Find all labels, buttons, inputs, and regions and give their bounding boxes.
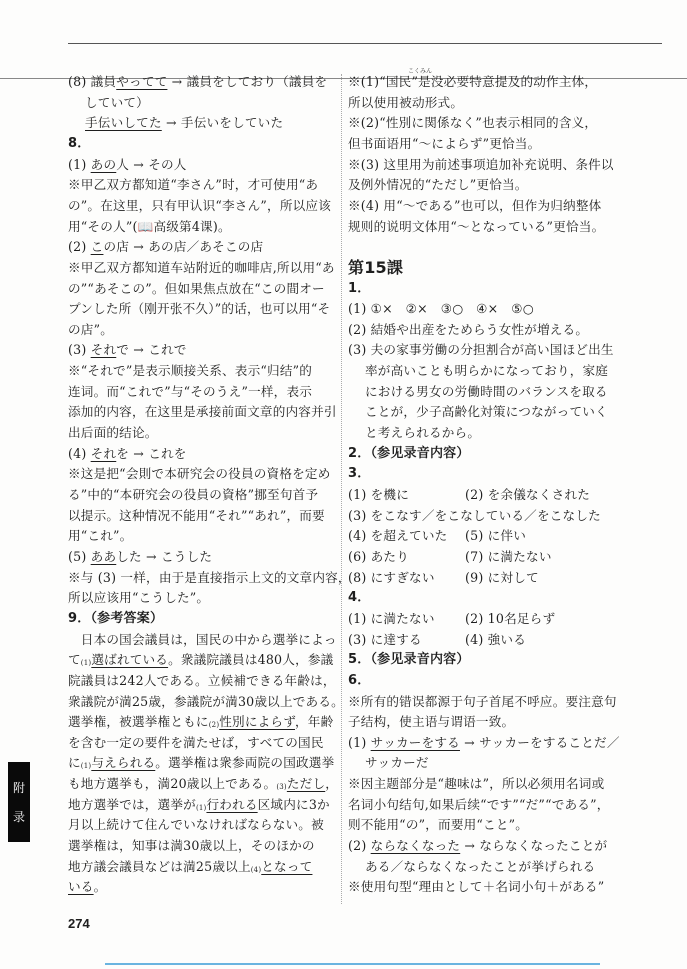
exercise-heading [348, 279, 370, 299]
section-title [348, 258, 403, 278]
text-segment: (5) に伴い [465, 528, 527, 544]
text-segment: ※(4) 用“～である”也可以，但作为归纳整体 [348, 197, 602, 213]
text-segment: ※这是把“会則で本研究会の役員の資格を定め [68, 466, 331, 482]
exercise-heading [348, 588, 370, 608]
text-segment: 人 → その人 [116, 156, 187, 172]
text-line [348, 526, 527, 546]
text-line [348, 196, 601, 216]
text-segment: (8) 議員 [68, 74, 117, 89]
text-line [68, 382, 312, 402]
text-segment: における男女の労働時間のバランスを取る [365, 383, 608, 399]
text-segment: 3． [348, 466, 371, 482]
text-segment: 及例外情况的“ただし”更恰当。 [348, 177, 528, 193]
text-line [68, 423, 158, 443]
exercise-heading [68, 609, 163, 629]
text-line [348, 217, 604, 237]
text-segment: (2) [348, 838, 371, 854]
text-segment: 子结构，使主语与谓语一致。 [348, 714, 515, 730]
text-line [68, 464, 331, 484]
text-segment: ※(3) 这里用为前述事项追加补充说明、条件以 [348, 156, 614, 172]
text-segment: (1) ①× ②× ③○ ④× ⑤○ [348, 301, 534, 317]
text-segment: 8． [68, 135, 91, 151]
text-line [348, 299, 534, 319]
answer-cell [348, 570, 435, 585]
text-segment: 名词小句结句,如果后续“です”“だ”“である”， [348, 796, 610, 812]
text-segment: → ならなくなったことが [460, 838, 608, 854]
text-segment: 選挙権，被選挙権ともに [68, 714, 209, 730]
text-line [365, 402, 608, 422]
text-line [68, 815, 324, 835]
text-line [348, 506, 601, 526]
text-line [348, 692, 617, 712]
footnote-marker: (2) [208, 721, 220, 730]
text-line [348, 712, 514, 732]
answer-cell [465, 630, 526, 650]
footnote-marker: (1) [80, 659, 92, 668]
text-segment: (1) を機に [348, 487, 410, 502]
text-line [348, 175, 528, 195]
text-line [365, 361, 608, 381]
text-segment: 4． [348, 590, 371, 606]
answer-cell [348, 487, 409, 502]
text-line [68, 237, 263, 257]
text-segment: に [68, 755, 81, 771]
text-segment: → サッカーをすることだ／ [459, 734, 620, 750]
text-line [85, 113, 283, 133]
underlined-text: それ [90, 445, 117, 461]
answer-cell [465, 568, 539, 588]
text-segment: (9) に対して [465, 569, 539, 585]
underlined-text: 性別によらず [219, 714, 296, 730]
text-segment: ※与 (3) 一样，由于是直接指示上文的文章内容， [68, 569, 351, 585]
column-divider [341, 74, 342, 904]
underlined-text: あの [90, 156, 117, 172]
text-segment: る”中的“本研究会の役員の資格”挪至句首予 [68, 487, 319, 502]
text-line [68, 588, 209, 608]
answer-cell [348, 632, 422, 647]
text-line [348, 568, 539, 588]
text-segment: (5) [68, 548, 91, 564]
text-segment: (1) [348, 734, 371, 750]
text-segment: 。衆議院議員は480人，参議 [168, 652, 334, 668]
text-segment: ，年齢 [295, 714, 334, 730]
text-segment: も地方選挙も，満20歳以上である。 [68, 776, 277, 792]
text-segment: (4) 強いる [465, 631, 527, 647]
text-line [68, 753, 334, 776]
text-line [348, 93, 463, 113]
underlined-text: それ [90, 342, 117, 358]
text-segment: の店 → あの店／あそこの店 [103, 239, 264, 255]
text-line [348, 733, 620, 753]
text-segment: の店”。 [68, 321, 114, 337]
text-line [365, 382, 608, 402]
text-line [68, 877, 106, 897]
text-line [68, 671, 336, 691]
text-segment: サッカーだ [365, 755, 429, 771]
text-segment: 用“これ”。 [68, 528, 133, 544]
text-segment: 率が高いことも明らかになっており，家庭 [365, 363, 609, 379]
text-segment: ことが，少子高齢化対策につながっていく [365, 404, 608, 420]
exercise-heading [348, 671, 370, 691]
text-segment: 但书面语用“～によらず”更恰当。 [348, 135, 541, 151]
side-tab-char: 录 [12, 810, 25, 824]
text-line [68, 568, 351, 588]
text-line [68, 279, 325, 299]
text-segment: 月以上続けて住んでいなければならない。被 [68, 817, 324, 833]
text-segment: プンした所（刚开张不久）”的话，也可以用“そ [68, 301, 331, 317]
text-line [68, 340, 187, 360]
text-segment: (8) にすぎない [348, 569, 435, 585]
underlined-text: いる [68, 879, 94, 895]
text-line [348, 630, 527, 650]
text-line [68, 258, 335, 278]
answer-cell [465, 526, 526, 546]
text-line [68, 299, 330, 319]
text-line [68, 547, 212, 567]
text-line [68, 712, 333, 735]
text-segment: 所以使用被动形式。 [348, 94, 464, 110]
text-segment: 连词。而“これで”与“そのうえ”一样，表示 [68, 383, 313, 399]
text-segment: 区域内に3か [257, 796, 330, 812]
appendix-side-tab [8, 762, 30, 842]
text-line [348, 340, 614, 360]
text-segment: (2) 結婚や出産をためらう女性が増える。 [348, 321, 589, 337]
text-line [68, 836, 315, 856]
text-segment: 地方選挙では，選挙が [68, 796, 196, 812]
underlined-text: サッカーをする [370, 734, 460, 750]
footnote-marker: (4) [250, 865, 262, 874]
text-line [348, 877, 604, 897]
text-segment: (2) を余儀なくされた [465, 487, 590, 502]
text-line [68, 485, 318, 505]
text-line [365, 857, 595, 877]
answer-cell [348, 528, 447, 543]
footnote-marker: (1) [80, 762, 92, 771]
text-segment: (4) を超えていた [348, 528, 448, 544]
text-segment: ※甲乙双方都知道车站附近的咖啡店,所以用“あ [68, 259, 335, 275]
text-segment: 则不能用“の”，而要用“こと”。 [348, 817, 529, 833]
text-line [68, 217, 231, 237]
exercise-heading [68, 134, 90, 154]
text-line [68, 733, 324, 753]
text-line [365, 753, 429, 773]
text-line [68, 692, 344, 712]
answer-cell [348, 611, 435, 626]
text-line [68, 72, 327, 92]
footnote-marker: (3) [276, 783, 287, 792]
text-segment: 所以应该用“こうした”。 [68, 590, 210, 606]
text-segment: (1) [68, 156, 91, 172]
underlined-text: ならなくなった [370, 838, 461, 854]
text-segment: 用“その人”(📖高级第4课)。 [68, 218, 231, 234]
text-line [68, 857, 312, 880]
underlined-text: 手伝いしてた [85, 115, 162, 131]
underlined-text: やってて [116, 74, 168, 89]
text-segment: 。選挙権は衆参両院の国政選挙 [155, 755, 335, 771]
text-segment: 以提示。这种情况不能用“それ”“あれ”，而要 [68, 507, 325, 523]
text-segment: 第15課 [348, 257, 404, 277]
text-line [348, 72, 597, 92]
text-segment: の”。在这里，只有甲认识“李さん”，所以应该 [68, 197, 331, 213]
ruby-annotation: こくみん [408, 68, 433, 75]
bottom-bar [105, 963, 600, 965]
text-segment: 日本の国会議員は，国民の中から選挙によっ [68, 631, 337, 647]
header-rule [68, 43, 662, 44]
text-segment: 9．（参考答案） [68, 610, 164, 626]
underlined-text: 行われる [206, 796, 258, 812]
text-segment: 添加的内容，在这里是承接前面文章的内容并引 [68, 404, 337, 420]
text-segment: 5．（参见录音内容） [348, 652, 470, 668]
text-segment: 2．（参见录音内容） [348, 445, 470, 461]
text-line [348, 155, 614, 175]
text-segment: を含む一定の要件を満たせば，すべての国民 [68, 734, 324, 750]
text-line [348, 609, 556, 629]
text-line [68, 361, 312, 381]
answer-cell [465, 485, 590, 505]
text-line [68, 320, 113, 340]
exercise-heading [348, 464, 370, 484]
text-segment: を → これを [116, 445, 187, 461]
text-segment: ※(2)“性別に関係なく”也表示相同的含义， [348, 115, 598, 131]
text-segment: 地方議会議員などは満25歳以上 [68, 858, 251, 874]
answer-cell [465, 609, 555, 629]
text-segment: ※所有的错误都源于句子首尾不呼应。要注意句 [348, 693, 617, 709]
text-segment: (1) に満たない [348, 610, 435, 626]
text-line [348, 134, 540, 154]
side-tab-char: 附 [12, 781, 25, 795]
text-line [348, 485, 590, 505]
text-line [348, 547, 552, 567]
text-segment: 6． [348, 672, 371, 688]
page-number: 274 [68, 916, 90, 931]
text-line [348, 836, 607, 856]
underlined-text: 選ばれている [91, 652, 169, 668]
text-segment: (4) [68, 445, 91, 461]
text-line [348, 774, 604, 794]
underlined-text: こ [90, 239, 104, 255]
text-line [348, 113, 597, 133]
text-segment: の”“あそこの”。但如果焦点放在“この間オー [68, 280, 325, 296]
underlined-text: ああ [90, 548, 117, 564]
text-segment: (3) 夫の家事労働の分担割合が高い国ほど出生 [348, 342, 614, 358]
text-line [68, 795, 330, 818]
text-line [68, 444, 187, 464]
text-line [68, 402, 337, 422]
text-segment: 院議員は242人である。立候補できる年齢は， [68, 672, 336, 688]
text-line [68, 196, 331, 216]
text-segment: と考えられるから。 [365, 425, 481, 441]
footnote-marker: (1) [195, 803, 207, 812]
text-line [68, 506, 325, 526]
text-line [365, 423, 480, 443]
text-segment: ※甲乙双方都知道“李さん”时，才可使用“あ [68, 177, 319, 193]
text-segment: ※因主题部分是“趣味は”，所以必须用名词或 [348, 776, 605, 792]
text-line [68, 155, 187, 175]
text-segment: (3) に達する [348, 631, 422, 647]
text-segment: (2) [68, 239, 91, 255]
text-segment: (3) [68, 342, 91, 358]
text-line [68, 774, 338, 797]
underlined-text: 与えられる [91, 755, 156, 771]
exercise-heading [348, 650, 470, 670]
text-line [68, 526, 132, 546]
text-line [348, 795, 610, 815]
text-line [85, 93, 149, 113]
text-segment: ある／ならなくなったことが挙げられる [365, 858, 596, 874]
text-segment: 衆議院が満25歳，参議院が満30歳以上である。 [68, 693, 344, 709]
text-segment: 出后面的结论。 [68, 425, 158, 441]
text-segment: (3) をこなす／をこなしている／をこなした [348, 507, 601, 523]
text-segment: ， [325, 776, 339, 792]
text-segment: 。 [93, 879, 107, 895]
text-segment: ※(1)“国民”是没必要特意提及的动作主体， [348, 74, 598, 89]
text-segment: (6) あたり [348, 548, 410, 564]
text-segment: ※“それで”是表示顺接关系、表示“归结”的 [68, 363, 313, 379]
text-segment: て [68, 652, 81, 668]
text-segment: (7) に満たない [465, 548, 552, 564]
text-segment: ※使用句型“理由として＋名词小句＋がある” [348, 879, 605, 895]
text-segment: → 議員をしており（議員を [167, 74, 328, 89]
exercise-heading [348, 444, 470, 464]
text-segment: 選挙権は，知事は満30歳以上，そのほかの [68, 838, 315, 854]
text-segment: 1． [348, 280, 371, 296]
text-line [348, 815, 528, 835]
text-segment: 规则的说明文体用“～となっている”更恰当。 [348, 218, 605, 234]
text-segment: → 手伝いをしていた [161, 115, 284, 131]
answer-cell [465, 547, 552, 567]
text-segment: していて） [85, 94, 149, 110]
answer-cell [348, 549, 409, 564]
text-line [348, 320, 588, 340]
text-line [68, 630, 337, 650]
text-line [68, 175, 318, 195]
text-segment: した → こうした [116, 548, 213, 564]
underlined-text: ただし [286, 776, 326, 792]
underlined-text: となって [261, 858, 313, 874]
text-segment: (2) 10名足らず [465, 610, 556, 626]
text-line [68, 650, 333, 673]
text-segment: で → これで [116, 342, 187, 358]
